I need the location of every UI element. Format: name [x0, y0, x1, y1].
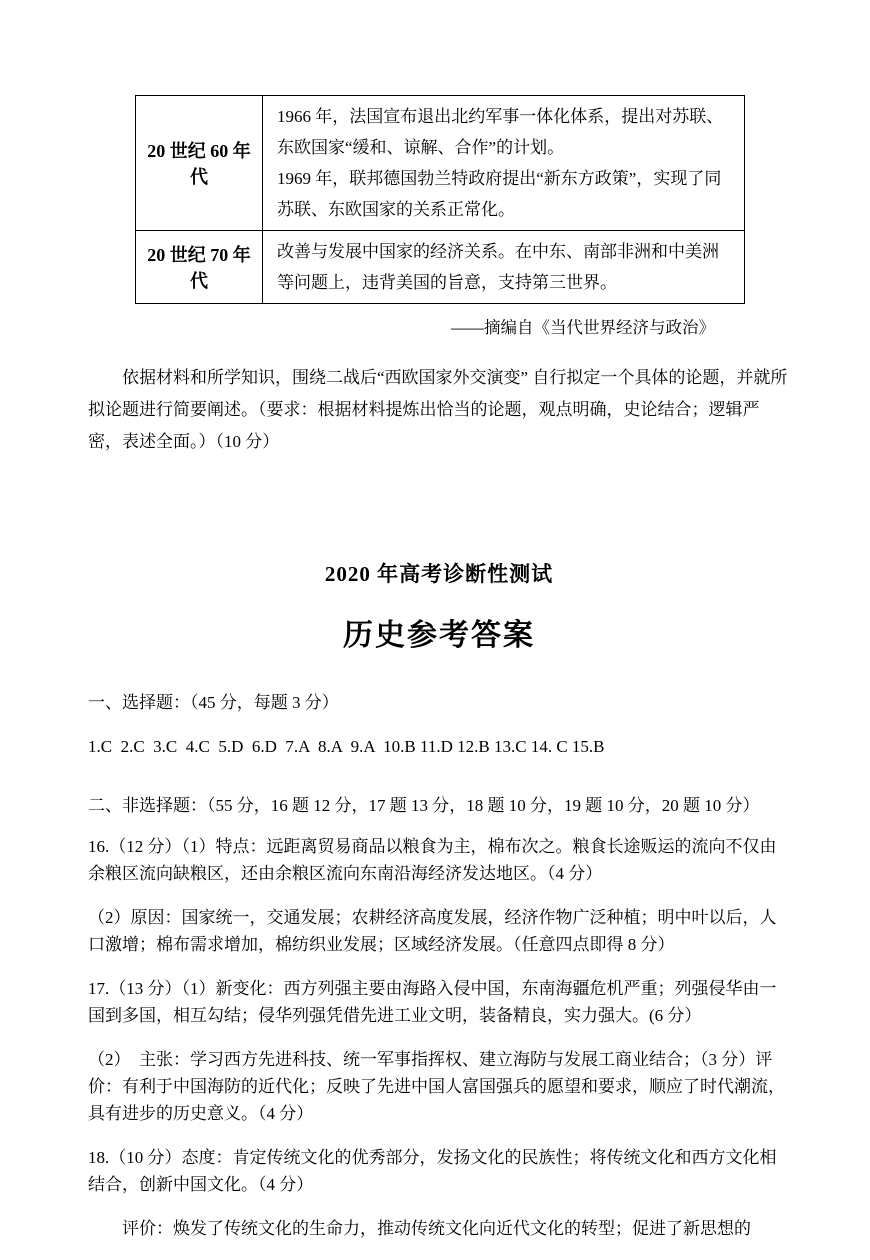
material-paragraph: 1969 年，联邦德国勃兰特政府提出“新东方政策”，实现了同苏联、东欧国家的关系正常化。 — [277, 169, 722, 219]
period-cell-70s: 20 世纪 70 年代 — [136, 231, 263, 304]
section-heading-choice: 一、选择题：（45 分，每题 3 分） — [88, 693, 339, 712]
answer-key-title: 历史参考答案 — [343, 619, 535, 652]
source-attribution: ——摘编自《当代世界经济与政治》 — [451, 318, 715, 337]
material-paragraph: 1966 年，法国宣布退出北约军事一体化体系，提出对苏联、东欧国家“缓和、谅解、合作”的计划。 — [277, 107, 724, 157]
content-cell-70s — [263, 231, 745, 304]
material-table — [135, 95, 745, 304]
content-cell-60s — [263, 96, 745, 231]
choice-answers-line: 1.C 2.C 3.C 4.C 5.D 6.D 7.A 8.A 9.A 10.B 11.D 12.B 13.C 14. C 15.B — [88, 737, 605, 756]
answer-q18-part2: 评价：焕发了传统文化的生命力，推动传统文化向近代文化的转型；促进了新思想的 — [122, 1219, 751, 1238]
section-heading-non-choice: 二、非选择题：（55 分，16 题 12 分，17 题 13 分，18 题 10 分，19 题 10 分，20 题 10 分） — [88, 796, 760, 815]
answer-q16-part2: （2）原因：国家统一，交通发展；农耕经济高度发展，经济作物广泛种植；明中叶以后，人口激增；棉布需求增加，棉纺织业发展；区域经济发展。（任意四点即得 8 分） — [88, 908, 777, 954]
period-cell-60s: 20 世纪 60 年代 — [136, 96, 263, 231]
material-paragraph: 改善与发展中国家的经济关系。在中东、南部非洲和中美洲等问题上，违背美国的旨意，支持第三世界。 — [277, 242, 719, 292]
answer-q18-part1: 18.（10 分）态度：肯定传统文化的优秀部分，发扬文化的民族性；将传统文化和西方文化相结合，创新中国文化。（4 分） — [88, 1148, 777, 1194]
question-paragraph: 依据材料和所学知识，围绕二战后“西欧国家外交演变” 自行拟定一个具体的论题，并就所拟论题进行简要阐述。（要求：根据材料提炼出恰当的论题，观点明确，史论结合；逻辑严密，表述全面。）（10 分） — [88, 368, 788, 451]
answer-q17-part2: （2） 主张：学习西方先进科技、统一军事指挥权、建立海防与发展工商业结合；（3 分）评价：有利于中国海防的近代化；反映了先进中国人富国强兵的愿望和要求，顺应了时代潮流，具有进步的历史意义。（4 分） — [88, 1050, 785, 1123]
exam-title: 2020 年高考诊断性测试 — [324, 562, 554, 586]
table-row-1960s — [136, 96, 745, 231]
table-row-1970s — [136, 231, 745, 304]
answer-q16-part1: 16.（12 分）（1）特点：远距离贸易商品以粮食为主，棉布次之。粮食长途贩运的流向不仅由余粮区流向缺粮区，还由余粮区流向东南沿海经济发达地区。（4 分） — [88, 837, 777, 883]
answer-q17-part1: 17.（13 分）（1）新变化：西方列强主要由海路入侵中国，东南海疆危机严重；列强侵华由一国到多国，相互勾结；侵华列强凭借先进工业文明，装备精良，实力强大。(6 分） — [88, 979, 777, 1025]
